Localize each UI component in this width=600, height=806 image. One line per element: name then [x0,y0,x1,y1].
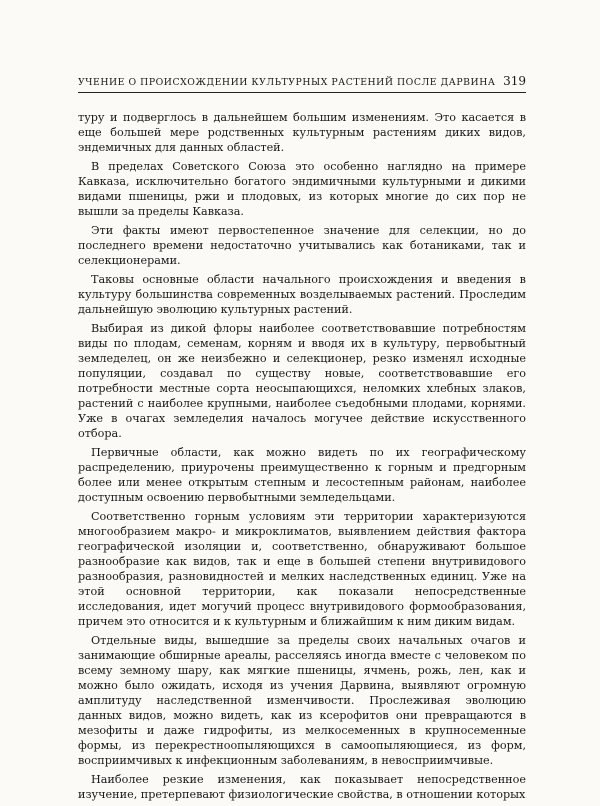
running-header [78,74,526,93]
paragraph: Выбирая из дикой флоры наиболее соответствовавшие потребностям виды по плодам, семенам, корням и вводя их в культуру, первобытный земледелец, он же неизбежно и селекционер, резко изменял исходные популяции, создавал по существу новые, соответствовавшие его потребности местные сорта неосыпающихся, неломких хлебных злаков, растений с наиболее крупными, наиболее съедобными плодами, корнями. Уже в очагах земледелия началось могучее действие искусственного отбора. [78,322,526,440]
running-title: УЧЕНИЕ О ПРОИСХОЖДЕНИИ КУЛЬТУРНЫХ РАСТЕНИЙ ПОСЛЕ ДАРВИНА [78,77,496,88]
paragraph: Таковы основные области начального происхождения и введения в культуру большинства современных возделываемых растений. Проследим дальнейшую эволюцию культурных растений. [78,273,526,316]
paragraph: Первичные области, как можно видеть по их географическому распределению, приурочены преимущественно к горным и предгорным более или менее открытым степным и лесостепным районам, наиболее доступным освоению первобытными земледельцами. [78,446,526,504]
paragraph: Соответственно горным условиям эти территории характеризуются многообразием макро- и микроклиматов, выявлением действия фактора географической изоляции и, соответственно, обнаруживают большое разнообразие как видов, так и еще в большей степени внутривидового разнообразия, разновидностей и мелких наследственных единиц. Уже на этой основной территории, как показали непосредственные исследования, идет могучий процесс внутривидового формообразования, причем это относится и к культурным и ближайшим к ним диким видам. [78,510,526,628]
book-page [78,74,526,806]
page-number: 319 [503,74,526,88]
paragraph: Отдельные виды, вышедшие за пределы своих начальных очагов и занимающие обширные ареалы, расселяясь иногда вместе с человеком по всему земному шару, как мягкие пшеницы, ячмень, рожь, лен, как и можно было ожидать, исходя из учения Дарвина, выявляют огромную амплитуду наследственной изменчивости. Прослеживая эволюцию данных видов, можно видеть, как из ксерофитов они превращаются в мезофиты и даже гидрофиты, из мелкосеменных в крупносеменные формы, из перекрестноопыляющихся в самоопыляющиеся, из форм, восприимчивых к инфекционным заболеваниям, в невосприимчивые. [78,634,526,767]
paragraph: Эти факты имеют первостепенное значение для селекции, но до последнего времени недостаточно учитывались как ботаниками, так и селекционерами. [78,224,526,267]
paragraph: туру и подверглось в дальнейшем большим изменениям. Это касается в еще большей мере родственных культурным растениям диких видов, эндемичных для данных областей. [78,111,526,154]
body-text [78,110,526,802]
paragraph: В пределах Советского Союза это особенно наглядно на примере Кавказа, исключительно богатого эндимичными культурными и дикими видами пшеницы, ржи и плодовых, из которых многие до сих пор не вышли за пределы Кавказа. [78,160,526,218]
paragraph: Наиболее резкие изменения, как показывает непосредственное изучение, претерпевают физиологические свойства, в отношении которых [78,773,526,801]
